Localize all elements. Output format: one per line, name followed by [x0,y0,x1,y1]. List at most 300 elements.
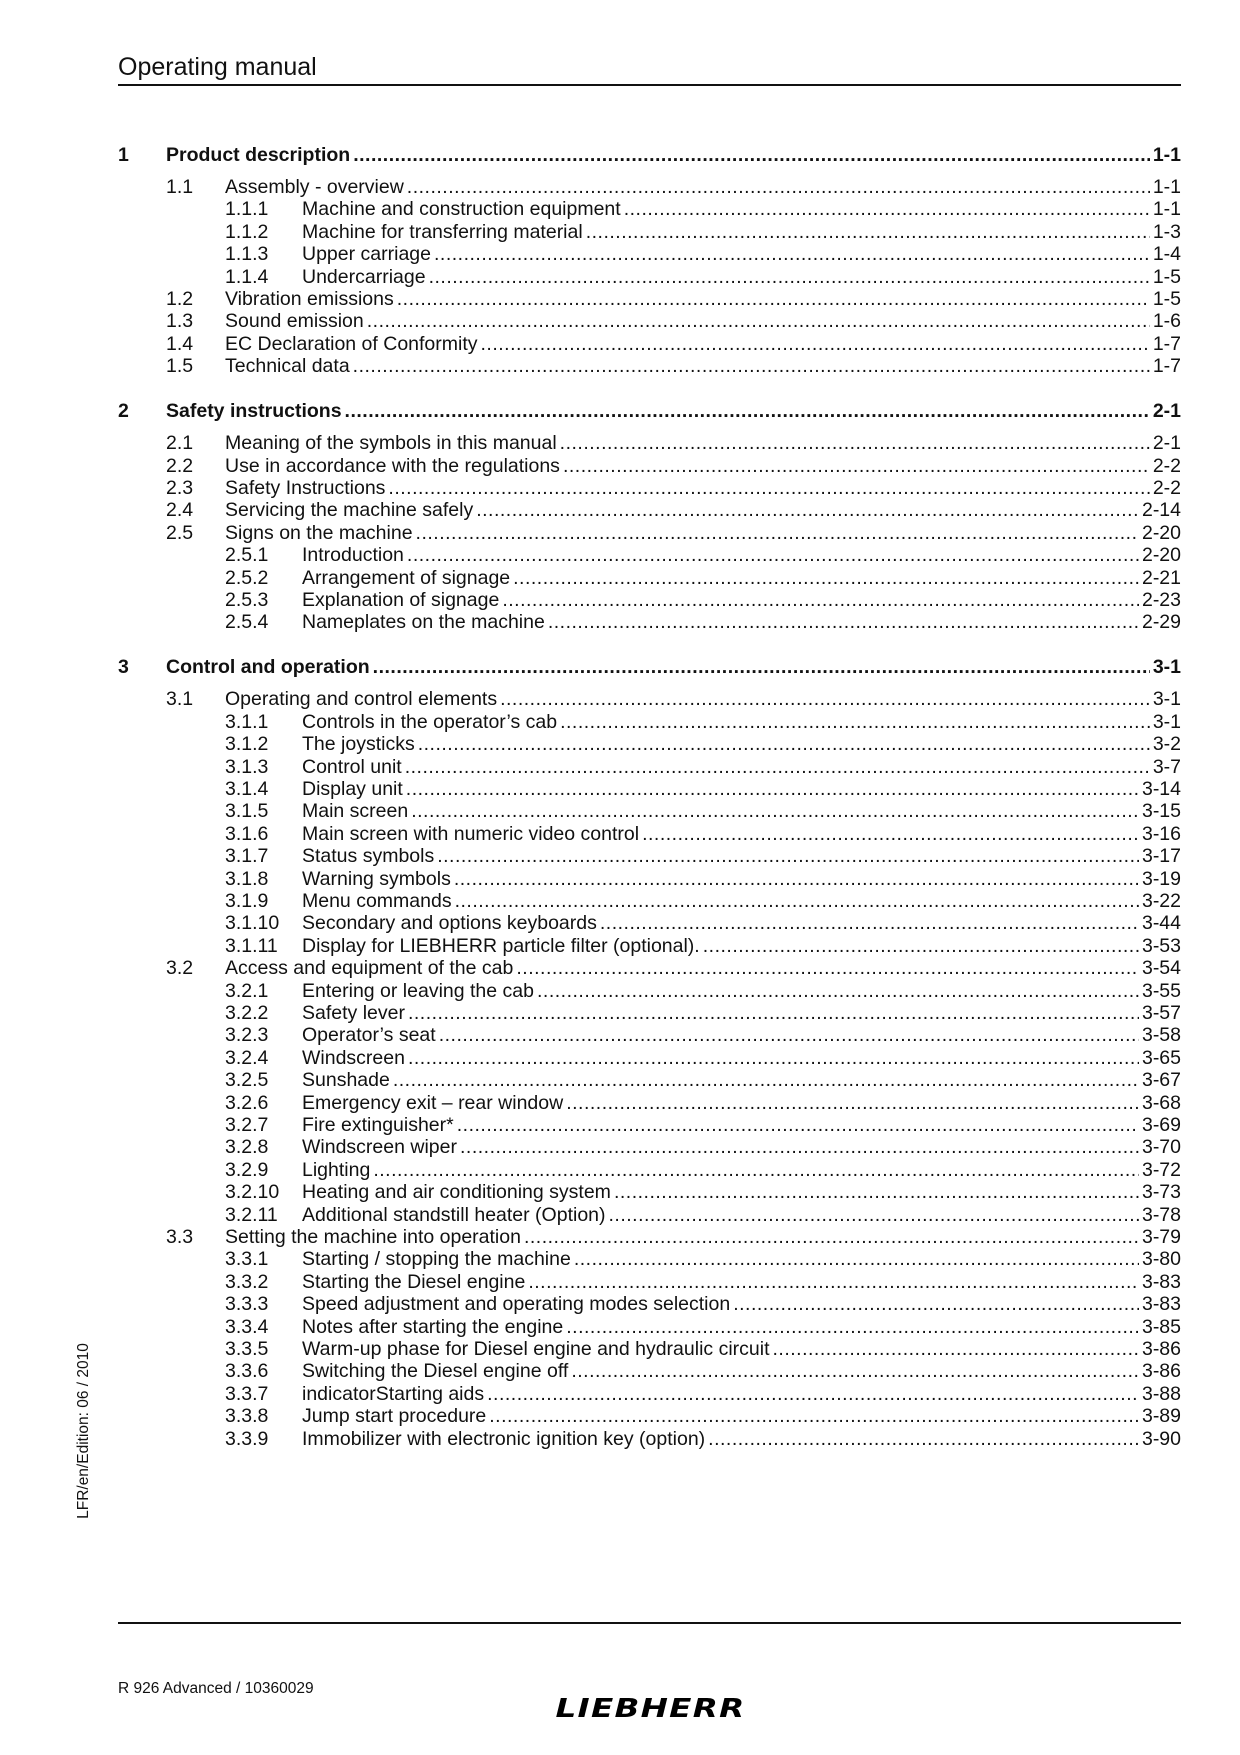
toc-dot-leader [353,143,1150,168]
toc-line [302,1046,1181,1071]
toc-number: 1.4 [166,332,194,355]
toc-title: Starting the Diesel engine [302,1270,526,1293]
toc-line [302,1001,1181,1026]
toc-page-number: 2-29 [1141,611,1181,634]
toc-dot-leader [437,844,1139,869]
toc-line [302,1427,1181,1452]
toc-number: 1.1.3 [225,243,269,266]
toc-line [225,687,1181,712]
toc-page-number: 1-1 [1152,144,1181,166]
toc-number: 3.3.3 [225,1293,269,1316]
toc-line [302,265,1181,290]
toc-title: Safety instructions [166,400,342,423]
toc-dot-leader [457,1113,1139,1138]
toc-page-number: 1-5 [1152,288,1181,310]
toc-subsection [0,799,1240,824]
toc-dot-leader [439,1023,1139,1048]
toc-line [225,498,1181,523]
toc-number: 3.1.7 [225,845,269,868]
toc-number: 3.1.3 [225,755,269,778]
toc-number: 3.3.5 [225,1338,269,1360]
toc-subsection [0,265,1240,290]
toc-dot-leader [548,610,1139,635]
toc-section [0,521,1240,546]
toc-line [225,354,1181,379]
toc-number: 3.2.2 [225,1002,269,1024]
toc-subsection [0,197,1240,222]
toc-dot-leader [411,799,1139,824]
toc-title: Control and operation [166,656,370,679]
toc-title: Menu commands [302,890,452,912]
toc-title: Display unit [302,778,403,800]
toc-page-number: 3-17 [1141,845,1181,868]
toc-title: Sound emission [225,310,364,333]
toc-subsection [0,911,1240,936]
toc-dot-leader [624,197,1150,222]
toc-dot-leader [563,454,1150,479]
toc-line [302,1158,1181,1183]
toc-subsection [0,1046,1240,1071]
toc-number: 2.2 [166,454,194,477]
toc-dot-leader [528,1270,1139,1295]
toc-page-number: 2-1 [1152,400,1181,423]
toc-line [302,777,1181,802]
toc-line [302,1315,1181,1340]
toc-dot-leader [407,543,1139,568]
toc-subsection [0,1404,1240,1429]
toc-subsection [0,710,1240,735]
toc-line [225,1225,1181,1250]
toc-dot-leader [460,1135,1139,1160]
toc-line [166,399,1181,424]
footer-divider [118,1622,1181,1624]
edition-label: LFR/en/Edition: 06 / 2010 [75,1343,92,1519]
toc-page-number: 3-68 [1141,1091,1181,1114]
toc-page-number: 3-83 [1141,1293,1181,1316]
toc-dot-leader [406,777,1139,802]
toc-line [302,799,1181,824]
toc-title: Product description [166,144,351,166]
toc-line [302,755,1181,780]
toc-number: 3 [118,656,129,679]
toc-line [302,1135,1181,1160]
toc-title: Jump start procedure [302,1405,487,1428]
toc-line [302,911,1181,936]
toc-number: 3.2 [166,957,194,980]
toc-number: 3.3.2 [225,1270,269,1293]
toc-title: Heating and air conditioning system [302,1181,611,1204]
toc-dot-leader [642,822,1139,847]
toc-subsection [0,1068,1240,1093]
toc-line [302,1091,1181,1116]
toc-title: Windscreen [302,1046,405,1069]
toc-subsection [0,889,1240,914]
toc-number: 2.5.2 [225,566,269,589]
toc-line [225,287,1181,312]
toc-subsection [0,844,1240,869]
toc-title: Upper carriage [302,243,431,266]
toc-dot-leader [373,655,1150,680]
toc-page-number: 2-20 [1141,521,1181,544]
toc-subsection [0,588,1240,613]
toc-title: Operator’s seat [302,1024,436,1047]
toc-line [302,1270,1181,1295]
toc-page-number: 3-44 [1141,912,1181,935]
toc-dot-leader [733,1292,1139,1317]
toc-title: Vibration emissions [225,288,394,310]
toc-page-number: 1-1 [1152,198,1181,221]
toc-number: 3.2.1 [225,979,269,1002]
toc-subsection [0,1247,1240,1272]
toc-dot-leader [353,354,1150,379]
toc-dot-leader [418,732,1150,757]
toc-number: 3.2.8 [225,1136,269,1159]
toc-title: Warning symbols [302,867,451,890]
toc-page-number: 3-72 [1141,1158,1181,1181]
toc-dot-leader [367,309,1150,334]
toc-dot-leader [393,1068,1139,1093]
toc-title: indicatorStarting aids [302,1382,485,1405]
toc-section [0,431,1240,456]
toc-number: 3.3.4 [225,1315,269,1338]
liebherr-logo [553,1694,748,1721]
toc-subsection [0,242,1240,267]
toc-dot-leader [434,242,1150,267]
toc-title: Assembly - overview [225,176,404,198]
toc-title: Technical data [225,355,350,378]
toc-title: Meaning of the symbols in this manual [225,432,557,455]
toc-subsection [0,867,1240,892]
toc-subsection [0,1337,1240,1362]
toc-dot-leader [609,1203,1139,1228]
toc-section [0,332,1240,357]
toc-line [302,1023,1181,1048]
toc-number: 3.3.6 [225,1360,269,1383]
toc-page-number: 3-1 [1152,656,1181,679]
toc-page-number: 3-1 [1152,710,1181,733]
toc-dot-leader [537,979,1139,1004]
toc-line [302,1247,1181,1272]
toc-number: 2.5 [166,521,194,544]
toc-title: Fire extinguisher* [302,1114,454,1136]
toc-dot-leader [476,498,1139,523]
toc-number: 3.3.7 [225,1382,269,1405]
toc-page-number: 3-15 [1141,800,1181,823]
toc-page-number: 2-2 [1152,477,1181,499]
toc-line [302,844,1181,869]
toc-page-number: 3-86 [1141,1338,1181,1360]
toc-title: Lighting [302,1158,371,1181]
toc-title: Main screen [302,800,409,823]
toc-title: Undercarriage [302,265,426,288]
toc-page-number: 3-86 [1141,1360,1181,1383]
toc-section [0,687,1240,712]
toc-title: EC Declaration of Conformity [225,332,478,355]
toc-subsection [0,610,1240,635]
toc-page-number: 2-14 [1141,499,1181,522]
toc-number: 1.1.1 [225,198,269,221]
toc-line [225,431,1181,456]
toc-dot-leader [571,1359,1139,1384]
toc-section [0,498,1240,523]
toc-number: 2.4 [166,499,194,522]
toc-dot-leader [513,566,1139,591]
toc-number: 1.1.2 [225,220,269,243]
toc-title: Additional standstill heater (Option) [302,1203,606,1226]
toc-dot-leader [429,265,1150,290]
toc-line [302,979,1181,1004]
toc-number: 3.1.10 [225,912,280,935]
toc-number: 3.2.3 [225,1024,269,1047]
toc-number: 3.1.11 [225,934,278,957]
toc-subsection [0,220,1240,245]
toc-line [166,655,1181,680]
toc-title: Windscreen wiper [302,1136,457,1159]
toc-number: 3.1.1 [225,710,269,733]
toc-title: Arrangement of signage [302,566,511,589]
toc-page-number: 3-7 [1152,755,1181,778]
toc-title: Immobilizer with electronic ignition key (option) [302,1427,706,1450]
toc-dot-leader [407,175,1150,200]
toc-section [0,287,1240,312]
toc-page-number: 3-67 [1141,1069,1181,1092]
toc-line [302,889,1181,914]
toc-number: 3.3 [166,1226,194,1248]
toc-title: Status symbols [302,845,435,868]
toc-number: 2 [118,400,129,423]
toc-page-number: 3-19 [1141,867,1181,890]
toc-number: 1 [118,144,129,166]
toc-number: 3.1.2 [225,733,269,756]
toc-dot-leader [703,934,1139,959]
toc-section [0,1225,1240,1250]
toc-dot-leader [489,1404,1139,1429]
toc-page-number: 3-57 [1141,1002,1181,1024]
toc-line [225,521,1181,546]
toc-number: 2.3 [166,477,194,499]
toc-chapter [0,655,1240,680]
toc-subsection [0,1023,1240,1048]
toc-page-number: 3-54 [1141,957,1181,980]
toc-title: Controls in the operator’s cab [302,710,558,733]
toc-line [225,175,1181,200]
toc-page-number: 2-23 [1141,589,1181,611]
toc-page-number: 1-1 [1152,176,1181,198]
toc-page-number: 3-88 [1141,1382,1181,1405]
toc-dot-leader [560,431,1150,456]
toc-subsection [0,1270,1240,1295]
toc-page-number: 2-21 [1141,566,1181,589]
toc-title: Signs on the machine [225,521,413,544]
toc-line [302,543,1181,568]
toc-number: 1.1 [166,176,194,198]
toc-page-number: 3-90 [1141,1427,1181,1450]
toc-dot-leader [586,220,1150,245]
toc-title: Machine and construction equipment [302,198,621,221]
toc-dot-leader [574,1247,1139,1272]
toc-dot-leader [405,755,1150,780]
toc-section [0,175,1240,200]
toc-line [225,476,1181,501]
toc-line [225,956,1181,981]
toc-title: Nameplates on the machine [302,611,545,634]
toc-title: Starting / stopping the machine [302,1248,571,1271]
toc-dot-leader [388,476,1149,501]
toc-subsection [0,1180,1240,1205]
toc-line [302,1404,1181,1429]
liebherr-logo-text: LIEBHERR [555,1694,746,1721]
toc-title: Explanation of signage [302,589,500,611]
toc-subsection [0,1113,1240,1138]
toc-subsection [0,1001,1240,1026]
toc-subsection [0,543,1240,568]
toc-number: 3.1.4 [225,778,269,800]
toc-title: Main screen with numeric video control [302,822,640,845]
toc-dot-leader [345,399,1150,424]
toc-number: 3.2.10 [225,1181,280,1204]
toc-line [302,197,1181,222]
toc-number: 3.2.6 [225,1091,269,1114]
toc-subsection [0,979,1240,1004]
page-title: Operating manual [118,53,317,81]
toc-line [302,242,1181,267]
toc-page-number: 3-1 [1152,688,1181,711]
toc-page-number: 3-89 [1141,1405,1181,1428]
toc-page-number: 3-53 [1141,934,1181,957]
toc-page-number: 1-4 [1152,243,1181,266]
toc-number: 1.5 [166,355,194,378]
toc-line [302,867,1181,892]
toc-subsection [0,1203,1240,1228]
toc-subsection [0,934,1240,959]
toc-title: Secondary and options keyboards [302,912,597,935]
toc-line [302,1203,1181,1228]
toc-dot-leader [708,1427,1139,1452]
toc-subsection [0,1382,1240,1407]
model-reference: R 926 Advanced / 10360029 [118,1680,314,1697]
toc-number: 3.2.5 [225,1069,269,1092]
toc-subsection [0,1292,1240,1317]
toc-chapter [0,399,1240,424]
toc-number: 3.2.11 [225,1203,278,1226]
toc-page-number: 3-65 [1141,1046,1181,1069]
toc-title: Access and equipment of the cab [225,957,514,980]
toc-line [302,1113,1181,1138]
toc-page-number: 3-2 [1152,733,1181,756]
toc-dot-leader [481,332,1150,357]
toc-section [0,476,1240,501]
toc-page-number: 3-16 [1141,822,1181,845]
toc-line [225,332,1181,357]
toc-subsection [0,755,1240,780]
toc-section [0,454,1240,479]
toc-number: 2.5.3 [225,589,269,611]
toc-dot-leader [502,588,1139,613]
toc-number: 3.3.9 [225,1427,269,1450]
toc-page-number: 3-83 [1141,1270,1181,1293]
toc-number: 3.1 [166,688,194,711]
toc-title: Speed adjustment and operating modes selection [302,1293,731,1316]
toc-line [302,1180,1181,1205]
toc-title: Introduction [302,544,404,567]
toc-line [225,454,1181,479]
toc-line [302,1337,1181,1362]
toc-subsection [0,1091,1240,1116]
toc-title: Safety lever [302,1002,405,1024]
toc-page-number: 1-3 [1152,220,1181,243]
toc-page-number: 1-6 [1152,310,1181,333]
toc-number: 2.5.1 [225,544,269,567]
toc-dot-leader [524,1225,1139,1250]
toc-chapter [0,143,1240,168]
toc-page-number: 1-7 [1152,355,1181,378]
toc-dot-leader [516,956,1139,981]
toc-line [302,220,1181,245]
toc-number: 1.3 [166,310,194,333]
toc-title: Notes after starting the engine [302,1315,564,1338]
toc-page-number: 3-14 [1141,778,1181,800]
toc-dot-leader [454,867,1139,892]
toc-dot-leader [500,687,1150,712]
toc-dot-leader [600,911,1139,936]
toc-page-number: 3-70 [1141,1136,1181,1159]
toc-page-number: 3-22 [1141,890,1181,912]
toc-dot-leader [455,889,1139,914]
toc-dot-leader [560,710,1150,735]
toc-subsection [0,1158,1240,1183]
toc-page-number: 3-79 [1141,1226,1181,1248]
toc-number: 3.1.6 [225,822,269,845]
toc-dot-leader [566,1091,1139,1116]
toc-section [0,354,1240,379]
toc-line [302,1292,1181,1317]
toc-section [0,956,1240,981]
toc-dot-leader [373,1158,1139,1183]
toc-line [302,934,1181,959]
toc-page-number: 3-85 [1141,1315,1181,1338]
toc-number: 1.2 [166,288,194,310]
toc-title: Servicing the machine safely [225,499,474,522]
toc-dot-leader [614,1180,1139,1205]
toc-dot-leader [487,1382,1139,1407]
toc-line [302,1068,1181,1093]
toc-page-number: 3-73 [1141,1181,1181,1204]
toc-number: 3.1.9 [225,890,269,912]
toc-page-number: 1-5 [1152,265,1181,288]
toc-title: Control unit [302,755,402,778]
toc-dot-leader [773,1337,1139,1362]
toc-number: 3.3.1 [225,1248,269,1271]
toc-subsection [0,1135,1240,1160]
toc-line [302,566,1181,591]
toc-number: 1.1.4 [225,265,269,288]
toc-subsection [0,822,1240,847]
toc-title: Safety Instructions [225,477,386,499]
toc-page-number: 1-7 [1152,332,1181,355]
toc-page-number: 2-20 [1141,544,1181,567]
toc-line [302,822,1181,847]
toc-number: 2.5.4 [225,611,269,634]
toc-line [225,309,1181,334]
toc-number: 3.2.9 [225,1158,269,1181]
toc-dot-leader [416,521,1139,546]
toc-title: Setting the machine into operation [225,1226,521,1248]
toc-line [302,1382,1181,1407]
toc-title: Machine for transferring material [302,220,583,243]
toc-title: Switching the Diesel engine off [302,1360,569,1383]
toc-subsection [0,1359,1240,1384]
toc-title: Warm-up phase for Diesel engine and hydraulic circuit [302,1338,770,1360]
